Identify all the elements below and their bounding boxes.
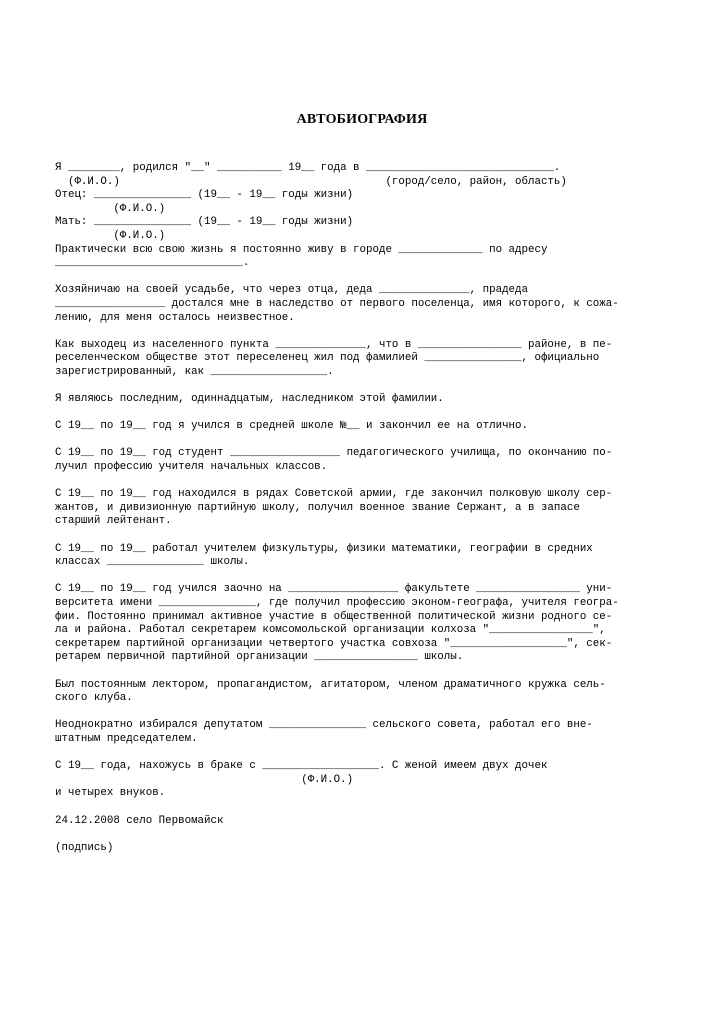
blank-line xyxy=(55,475,619,489)
text-line: С 19__ по 19__ год учился заочно на _________________ факультете ________________ уни- xyxy=(55,583,613,596)
text-line: Практически всю свою жизнь я постоянно живу в городе _____________ по адресу xyxy=(55,243,548,256)
text-line: ла и района. Работал секретарем комсомольской организации колхоза "________________", xyxy=(55,624,606,637)
blank-line xyxy=(55,271,619,285)
text-line: Я ________, родился "__" __________ 19__ года в _____________________________. xyxy=(55,162,561,174)
text-line: 24.12.2008 село Первомайск xyxy=(55,814,224,827)
document-body xyxy=(55,162,619,855)
text-line: верситета имени _______________, где получил профессию эконом-географа, учителя геогра- xyxy=(55,597,619,609)
text-line: старший лейтенант. xyxy=(55,515,172,528)
text-line: (Ф.И.О.) xyxy=(55,229,166,242)
text-line: и четырех внуков. xyxy=(55,787,166,800)
blank-line xyxy=(55,801,619,815)
text-line: штатным председателем. xyxy=(55,732,198,745)
text-line: классах _______________ школы. xyxy=(55,556,250,569)
text-line: С 19__ по 19__ год находился в рядах Советской армии, где закончил полковую школу сер- xyxy=(55,488,613,501)
text-line: С 19__ по 19__ год студент _________________ педагогического училища, по окончанию по- xyxy=(55,447,613,460)
text-line: С 19__ года, нахожусь в браке с __________________. С женой имеем двух дочек xyxy=(55,760,548,773)
text-line: фии. Постоянно принимал активное участие в общественной политической жизни родного се- xyxy=(55,610,613,623)
blank-line xyxy=(55,529,619,543)
text-line: реселенческом обществе этот переселенец жил под фамилией _______________, официально xyxy=(55,352,600,365)
text-line: зарегистрированный, как __________________. xyxy=(55,365,334,378)
text-line: _____________________________. xyxy=(55,257,250,270)
text-line: Отец: _______________ (19__ - 19__ годы жизни) xyxy=(55,189,354,202)
text-line: Как выходец из населенного пункта ______________, что в ________________ районе, в пе- xyxy=(55,338,613,351)
text-line: Неоднократно избирался депутатом _______________ сельского совета, работал его вне- xyxy=(55,719,593,732)
text-line: лению, для меня осталось неизвестное. xyxy=(55,311,295,324)
text-line: Мать: _______________ (19__ - 19__ годы жизни) xyxy=(55,216,354,229)
text-line: секретарем партийной организации четвертого участка совхоза "__________________", сек- xyxy=(55,637,613,650)
blank-line xyxy=(55,407,619,421)
text-line: (Ф.И.О.) (город/село, район, область) xyxy=(55,175,567,188)
blank-line xyxy=(55,665,619,679)
document-title: АВТОБИОГРАФИЯ xyxy=(296,112,428,127)
blank-line xyxy=(55,747,619,761)
text-line: Хозяйничаю на своей усадьбе, что через отца, деда ______________, прадеда xyxy=(55,284,528,297)
blank-line xyxy=(55,828,619,842)
text-line: _________________ достался мне в наследство от первого поселенца, имя которого, к сожа- xyxy=(55,297,619,310)
text-line: (Ф.И.О.) xyxy=(55,773,354,786)
blank-line xyxy=(55,380,619,394)
text-line: (Ф.И.О.) xyxy=(55,202,166,215)
text-line: лучил профессию учителя начальных классов. xyxy=(55,461,328,474)
text-line: Я являюсь последним, одиннадцатым, наследником этой фамилии. xyxy=(55,393,444,406)
text-line: С 19__ по 19__ год я учился в средней школе №__ и закончил ее на отлично. xyxy=(55,420,528,433)
blank-line xyxy=(55,706,619,720)
text-line: Был постоянным лектором, пропагандистом, агитатором, членом драматичного кружка сель- xyxy=(55,678,606,691)
text-line: С 19__ по 19__ работал учителем физкультуры, физики математики, географии в средних xyxy=(55,542,593,555)
blank-line xyxy=(55,325,619,339)
text-line: ретарем первичной партийной организации ________________ школы. xyxy=(55,651,464,664)
text-line: жантов, и дивизионную партийную школу, получил военное звание Сержант, а в запасе xyxy=(55,501,580,514)
text-line: ского клуба. xyxy=(55,692,133,705)
text-line: (подпись) xyxy=(55,841,114,854)
blank-line xyxy=(55,434,619,448)
blank-line xyxy=(55,570,619,584)
